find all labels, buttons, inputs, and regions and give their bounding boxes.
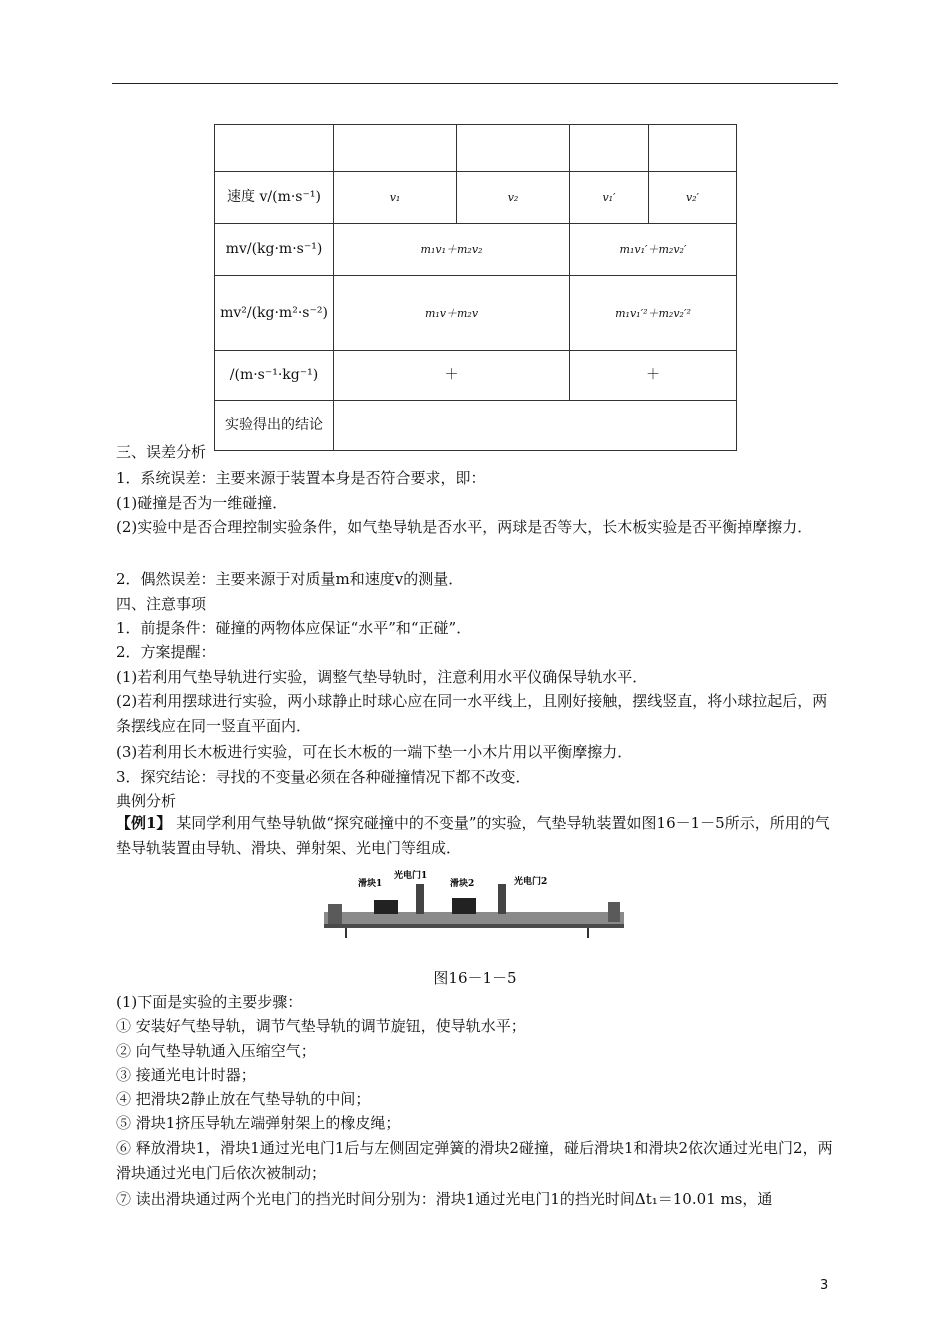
cell-vm-before: ＋ xyxy=(334,351,570,401)
paragraph: (2)实验中是否合理控制实验条件，如气垫导轨是否水平，两球是否等大，长木板实验是否平衡掉摩擦力． xyxy=(116,518,813,536)
row-label-vm: /(m·s⁻¹·kg⁻¹) xyxy=(215,351,334,401)
table-row xyxy=(215,224,737,276)
table-row xyxy=(215,276,737,351)
slider-2 xyxy=(452,898,476,914)
section-heading: 典例分析 xyxy=(116,792,177,810)
section-heading: 四、注意事项 xyxy=(116,595,207,613)
row-label-velocity: 速度 v/(m·s⁻¹) xyxy=(215,172,334,224)
step-item: ⑤ 滑块1挤压导轨左端弹射架上的橡皮绳； xyxy=(116,1114,401,1132)
label-slider-1: 滑块1 xyxy=(358,879,383,889)
cell-momentum-after: m₁v₁′＋m₂v₂′ xyxy=(570,224,737,276)
step-item: ④ 把滑块2静止放在气垫导轨的中间； xyxy=(116,1090,371,1108)
paragraph: (2)若利用摆球进行实验，两小球静止时球心应在同一水平线上，且刚好接触，摆线竖直，将小球拉起后，两条摆线应在同一竖直平面内． xyxy=(116,692,828,735)
figure-caption: 图16－1－5 xyxy=(433,969,517,987)
table-cell xyxy=(215,125,334,172)
paragraph: 2．方案提醒： xyxy=(116,643,216,661)
table-cell xyxy=(334,125,457,172)
question-line: (1)下面是实验的主要步骤： xyxy=(116,993,303,1011)
row-label-mv2: mv²/(kg·m²·s⁻²) xyxy=(215,276,334,351)
step-item: ⑥ 释放滑块1，滑块1通过光电门1后与左侧固定弹簧的滑块2碰撞，碰后滑块1和滑块2依次通过光电门2，两滑块通过光电门后依次被制动； xyxy=(116,1139,833,1182)
cell-v1: v₁ xyxy=(334,172,457,224)
paragraph: (1)碰撞是否为一维碰撞． xyxy=(116,494,288,512)
step-item: ⑦ 读出滑块通过两个光电门的挡光时间分别为：滑块1通过光电门1的挡光时间Δt₁＝10.01 ms，通 xyxy=(116,1190,773,1208)
data-table xyxy=(214,124,737,451)
label-gate-1: 光电门1 xyxy=(394,871,428,881)
step-item: ③ 接通光电计时器； xyxy=(116,1066,256,1084)
header-rule xyxy=(112,83,838,84)
step-item: ② 向气垫导轨通入压缩空气； xyxy=(116,1042,316,1060)
table-row xyxy=(215,401,737,451)
row-label-conclusion: 实验得出的结论 xyxy=(215,401,334,451)
launcher xyxy=(328,904,342,924)
slider-1 xyxy=(374,900,398,914)
step-item: ① 安装好气垫导轨，调节气垫导轨的调节旋钮，使导轨水平； xyxy=(116,1017,526,1035)
cell-v2-prime: v₂′ xyxy=(649,172,737,224)
paragraph: 3．探究结论：寻找的不变量必须在各种碰撞情况下都不改变． xyxy=(116,768,531,786)
paragraph: 1．前提条件：碰撞的两物体应保证“水平”和“正碰”． xyxy=(116,619,472,637)
label-slider-2: 滑块2 xyxy=(450,879,475,889)
cell-momentum-before: m₁v₁＋m₂v₂ xyxy=(334,224,570,276)
row-label-momentum: mv/(kg·m·s⁻¹) xyxy=(215,224,334,276)
cell-mv2-before: m₁v＋m₂v xyxy=(334,276,570,351)
cell-conclusion xyxy=(334,401,737,451)
table-row xyxy=(215,172,737,224)
cell-mv2-after: m₁v₁′²＋m₂v₂′² xyxy=(570,276,737,351)
table-cell xyxy=(570,125,649,172)
example-paragraph xyxy=(116,811,838,861)
page-number: 3 xyxy=(820,1278,829,1293)
paragraph: 2．偶然误差：主要来源于对质量m和速度v的测量． xyxy=(116,570,464,588)
track-rail xyxy=(324,912,624,926)
air-track-figure xyxy=(318,866,632,940)
table-cell xyxy=(457,125,570,172)
cell-v1-prime: v₁′ xyxy=(570,172,649,224)
photogate-1 xyxy=(416,884,424,914)
paragraph: (1)若利用气垫导轨进行实验，调整气垫导轨时，注意利用水平仪确保导轨水平． xyxy=(116,668,648,686)
photogate-2 xyxy=(498,884,506,914)
table-row xyxy=(215,351,737,401)
table-cell xyxy=(649,125,737,172)
paragraph: (3)若利用长木板进行实验，可在长木板的一端下垫一小木片用以平衡摩擦力． xyxy=(116,743,633,761)
example-body: 某同学利用气垫导轨做“探究碰撞中的不变量”的实验，气垫导轨装置如图16－1－5所示，所用的气垫导轨装置由导轨、滑块、弹射架、光电门等组成． xyxy=(116,814,830,857)
example-tag: 【例1】 xyxy=(116,814,172,832)
cell-vm-after: ＋ xyxy=(570,351,737,401)
cell-v2: v₂ xyxy=(457,172,570,224)
label-gate-2: 光电门2 xyxy=(514,877,548,887)
paragraph: 1．系统误差：主要来源于装置本身是否符合要求，即： xyxy=(116,469,486,487)
section-heading: 三、误差分析 xyxy=(116,443,207,461)
